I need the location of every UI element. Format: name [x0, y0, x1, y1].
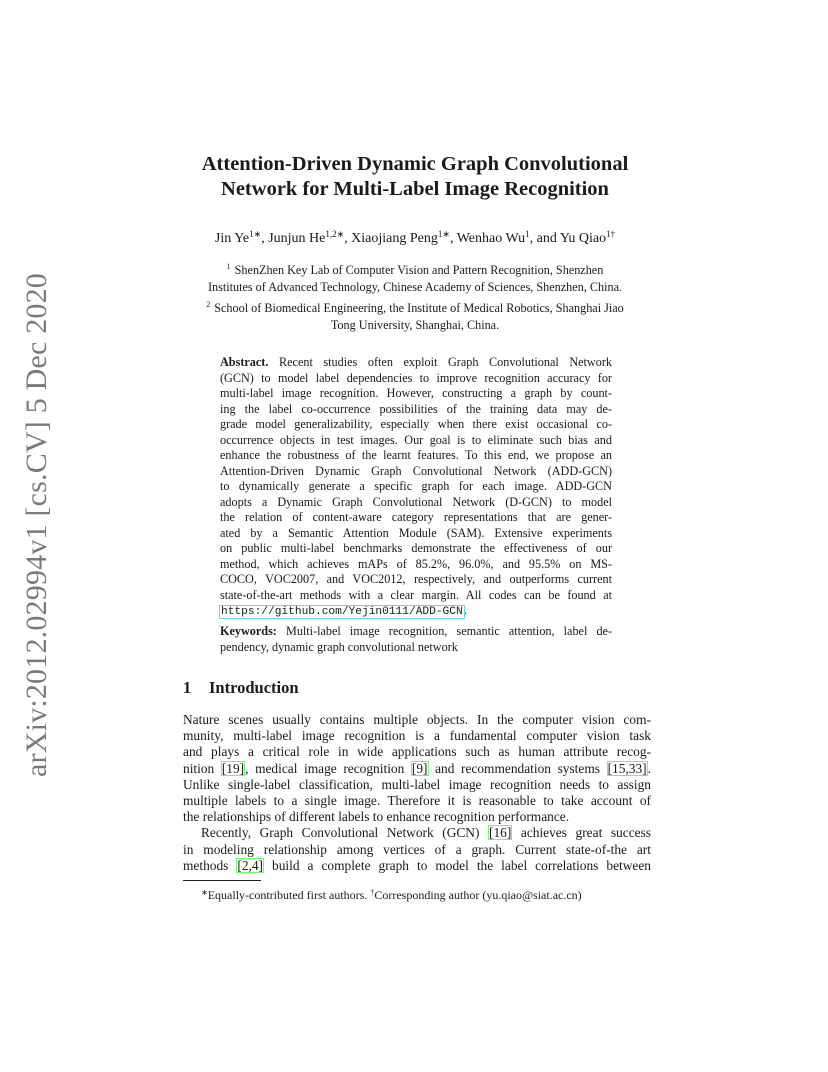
body-text: , medical image recognition: [245, 760, 411, 776]
body-line: [183, 858, 651, 874]
abstract-line: occurrence objects in test images. Our goal is to eliminate such bias and: [220, 432, 612, 447]
abstract-line: state-of-the-art methods with a clear margin. All codes can be found at: [220, 587, 612, 602]
abstract-line: multi-label image recognition. However, constructing a graph by count-: [220, 386, 612, 400]
affiliation-2-line-1: [150, 296, 680, 317]
title-line-1: Attention-Driven Dynamic Graph Convolutional: [201, 153, 629, 175]
arxiv-identifier-text: arXiv:2012.02994v1 [cs.CV] 5 Dec 2020: [20, 273, 54, 777]
keywords: [220, 624, 612, 655]
abstract-line: (GCN) to model label dependencies to improve recognition accuracy for: [220, 370, 612, 385]
keywords-line: [220, 624, 612, 640]
author-affil-mark: 1†: [606, 229, 616, 239]
abstract-line: on public multi-label benchmarks demonstrate the effectiveness of our: [220, 541, 612, 555]
abstract-line: [220, 603, 612, 621]
section-number: 1: [183, 678, 192, 697]
section-title: Introduction: [209, 678, 299, 697]
paper-title: [150, 152, 680, 202]
footnote-text: Corresponding author (yu.qiao@siat.ac.cn): [374, 888, 582, 902]
keywords-label: Keywords:: [220, 624, 277, 638]
body-text: Recently, Graph Convolutional Network (GCN): [201, 825, 488, 841]
affil-mark: 1: [226, 262, 231, 271]
body-line: [183, 761, 651, 777]
abstract-line: [220, 355, 612, 371]
body-line: munity, multi-label image recognition is a fundamental computer vision task: [183, 728, 651, 744]
author-name: Jin Ye: [214, 231, 250, 246]
keywords-text: Multi-label image recognition, semantic attention, label de-: [285, 624, 613, 638]
footnote: [183, 885, 651, 903]
keywords-line: pendency, dynamic graph convolutional network: [220, 639, 458, 654]
body-line: [183, 825, 651, 841]
abstract-text: Recent studies often exploit Graph Convolutional Network: [279, 355, 612, 369]
affiliations: [150, 258, 680, 334]
body-text: methods: [183, 857, 237, 873]
author-name: Xiaojiang Peng: [351, 231, 438, 246]
affil-mark: 2: [206, 300, 211, 309]
citation-link[interactable]: [9]: [411, 760, 428, 776]
body-text: and recommendation systems: [428, 760, 607, 776]
body-line: Unlike single-label classification, multi-label image recognition needs to assign: [183, 776, 651, 792]
footnote-rule: [183, 880, 261, 881]
body-line: Nature scenes usually contains multiple objects. In the computer vision com-: [183, 712, 651, 727]
footnote-mark: †: [370, 888, 375, 897]
author-affil-mark: 1,2∗: [325, 229, 345, 239]
body-text: nition: [183, 760, 221, 776]
affil-text: ShenZhen Key Lab of Computer Vision and Pattern Recognition, Shenzhen: [234, 263, 604, 277]
author-affil-mark: 1∗: [249, 229, 262, 239]
author-affil-mark: 1: [525, 229, 530, 239]
body-line: in modeling relationship among vertices of a graph. Current state-of-the art: [183, 841, 651, 857]
affiliation-2-line-2: Tong University, Shanghai, China.: [330, 318, 500, 332]
author-affil-mark: 1∗: [437, 229, 450, 239]
footnote-mark: ∗: [201, 888, 208, 897]
abstract-line: ing the label co-occurrence possibilities of the training data may de-: [220, 401, 612, 416]
code-repository-link[interactable]: https://github.com/Yejin0111/ADD-GCN: [221, 606, 463, 618]
footnote-text: Equally-contributed first authors.: [207, 888, 371, 902]
affiliation-1-line-1: [150, 258, 680, 279]
abstract-line: grade model generalizability, especially when there exist occasional co-: [220, 417, 612, 431]
introduction-body: [183, 712, 651, 874]
affiliation-1-line-2: Institutes of Advanced Technology, Chinese Academy of Sciences, Shenzhen, China.: [207, 280, 623, 294]
citation-link[interactable]: [16]: [489, 825, 512, 841]
abstract-period: .: [463, 603, 467, 617]
body-text: .: [647, 760, 651, 776]
abstract-line: method, which achieves mAPs of 85.2%, 96.0%, and 95.5% on MS-: [220, 556, 612, 571]
title-line-2: Network for Multi-Label Image Recognition: [221, 178, 609, 200]
body-line: the relationships of different labels to enhance recognition performance.: [183, 809, 570, 825]
author-name: Wenhao Wu: [456, 231, 526, 246]
section-heading: [183, 678, 299, 698]
abstract: [220, 355, 612, 621]
abstract-label: Abstract.: [220, 355, 269, 369]
abstract-line: adopts a Dynamic Graph Convolutional Network (D-GCN) to model: [220, 494, 612, 509]
author-list: Jin $Ye^{1∗}$, Junjun $He^{1,2∗}$, Xiaojiang Peng$^{1∗}$, Wenhao Wu$^1$, and Yu Qiao$^{1\dagger}$: [214, 229, 616, 246]
arxiv-identifier-stamp: [14, 273, 60, 777]
citation-link[interactable]: [19]: [221, 760, 245, 776]
body-line: and plays a critical role in wide applications such as human attribute recog-: [183, 744, 651, 760]
citation-link[interactable]: [2,4]: [237, 857, 264, 873]
abstract-line: Attention-Driven Dynamic Graph Convolutional Network (ADD-GCN): [220, 463, 612, 478]
citation-link[interactable]: [15,33]: [607, 760, 647, 776]
author-name: Junjun He: [268, 231, 326, 246]
author-name: Yu Qiao: [559, 231, 607, 246]
affil-text: School of Biomedical Engineering, the Institute of Medical Robotics, Shanghai Jiao: [214, 301, 624, 315]
abstract-line: COCO, VOC2007, and VOC2012, respectively, and outperforms current: [220, 572, 612, 586]
abstract-line: the relation of content-aware category representations that are gener-: [220, 510, 612, 524]
abstract-line: to dynamically generate a specific graph for each image. ADD-GCN: [220, 479, 612, 493]
abstract-line: enhance the robustness of the learnt features. To this end, we propose an: [220, 448, 612, 462]
abstract-line: ated by a Semantic Attention Module (SAM). Extensive experiments: [220, 525, 612, 540]
body-line: multiple labels to a single image. Therefore it is reasonable to take account of: [183, 793, 651, 809]
body-text: achieves great success: [512, 825, 651, 841]
body-text: build a complete graph to model the label correlations between: [264, 857, 651, 873]
